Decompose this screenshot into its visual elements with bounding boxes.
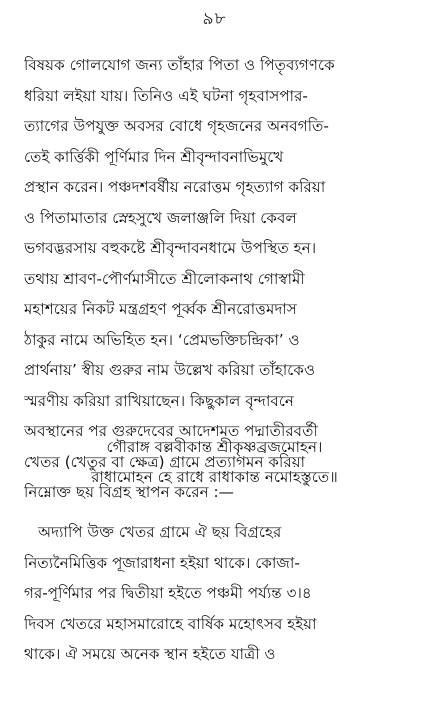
- text-line: খেতর (খেতুর বা ক্ষেত্র) গ্রামে প্রত্যাগমন করিয়া: [24, 452, 306, 471]
- text-line: অবস্থানের পর গুরুদেবের আদেশমত পদ্মাতীরবর্তী: [24, 422, 318, 440]
- text-line: ত্যাগের উপযুক্ত অবসর বোধে গৃহজনের অনবগতি-: [24, 117, 329, 135]
- text-line: ধরিয়া লইয়া যায়। তিনিও এই ঘটনা গৃহবাসপার-: [24, 86, 308, 105]
- text-line: প্রার্থনায়’ স্বীয় গুরুর নাম উল্লেখ করিয়া তাঁহাকেও: [24, 361, 316, 379]
- text-line: তেই কার্ত্তিকী পূর্ণিমার দিন শ্রীবৃন্দাবনাভিমুখে: [24, 147, 284, 166]
- paragraph-2: [24, 517, 410, 670]
- text-line: ঠাকুর নামে অভিহিত হন। ‘প্রেমভক্তিচন্দ্রিকা’ ও: [24, 330, 300, 349]
- text-line: বিষয়ক গোলযোগ জন্য তাঁহার পিতা ও পিতৃব্যগণকে: [24, 56, 335, 74]
- text-line: ও পিতামাতার স্নেহসুখে জলাঞ্জলি দিয়া কেবল: [24, 208, 297, 227]
- verse-block: [0, 432, 429, 463]
- text-line: তথায় শ্রাবণ-পৌর্ণমাসীতে শ্রীলোকনাথ গোস্বামী: [24, 269, 305, 288]
- verse-line: গৌরাঙ্গ বল্লবীকান্ত শ্রীকৃষ্ণব্রজমোহন।: [106, 438, 323, 456]
- text-line: থাকে। ঐ সময়ে অনেক স্থান হইতে যাত্রী ও: [24, 645, 276, 663]
- text-line: নিম্নোক্ত ছয় বিগ্রহ স্থাপন করেন :—: [24, 483, 234, 501]
- text-line: অদ্যাপি উক্ত খেতর গ্রামে ঐ ছয় বিগ্রহের: [38, 523, 282, 541]
- text-line: প্রস্থান করেন। পঞ্চদশবর্ষীয় নরোত্তম গৃহত্যাগ করিয়া: [24, 178, 326, 196]
- text-line: গর-পূর্ণিমার পর দ্বিতীয়া হইতে পঞ্চমী পর্য্যন্ত ৩।৪: [24, 584, 312, 602]
- page-number: ৯৮: [202, 9, 227, 29]
- paragraph-1: [24, 50, 410, 477]
- text-line: নিত্যনৈমিত্তিক পূজারাধনা হইয়া থাকে। কোজা-: [24, 553, 300, 572]
- verse-line: রাধামোহন হে রাধে রাধাকান্ত নমোহস্তুতে॥: [91, 468, 338, 486]
- text-line: ভগবদ্ভরসায় বহুকষ্টে শ্রীবৃন্দাবনধামে উপস্থিত হন।: [24, 239, 317, 257]
- text-line: মহাশয়ের নিকট মন্ত্রগ্রহণ পূর্ব্বক শ্রীনরোত্তমদাস: [24, 300, 297, 318]
- text-line: স্মরণীয় করিয়া রাখিয়াছেন। কিছুকাল বৃন্দাবনে: [24, 391, 294, 410]
- text-line: দিবস খেতরে মহাসমারোহে বার্ষিক মহোৎসব হইয়া: [24, 614, 317, 633]
- verse-block-2: [0, 462, 429, 493]
